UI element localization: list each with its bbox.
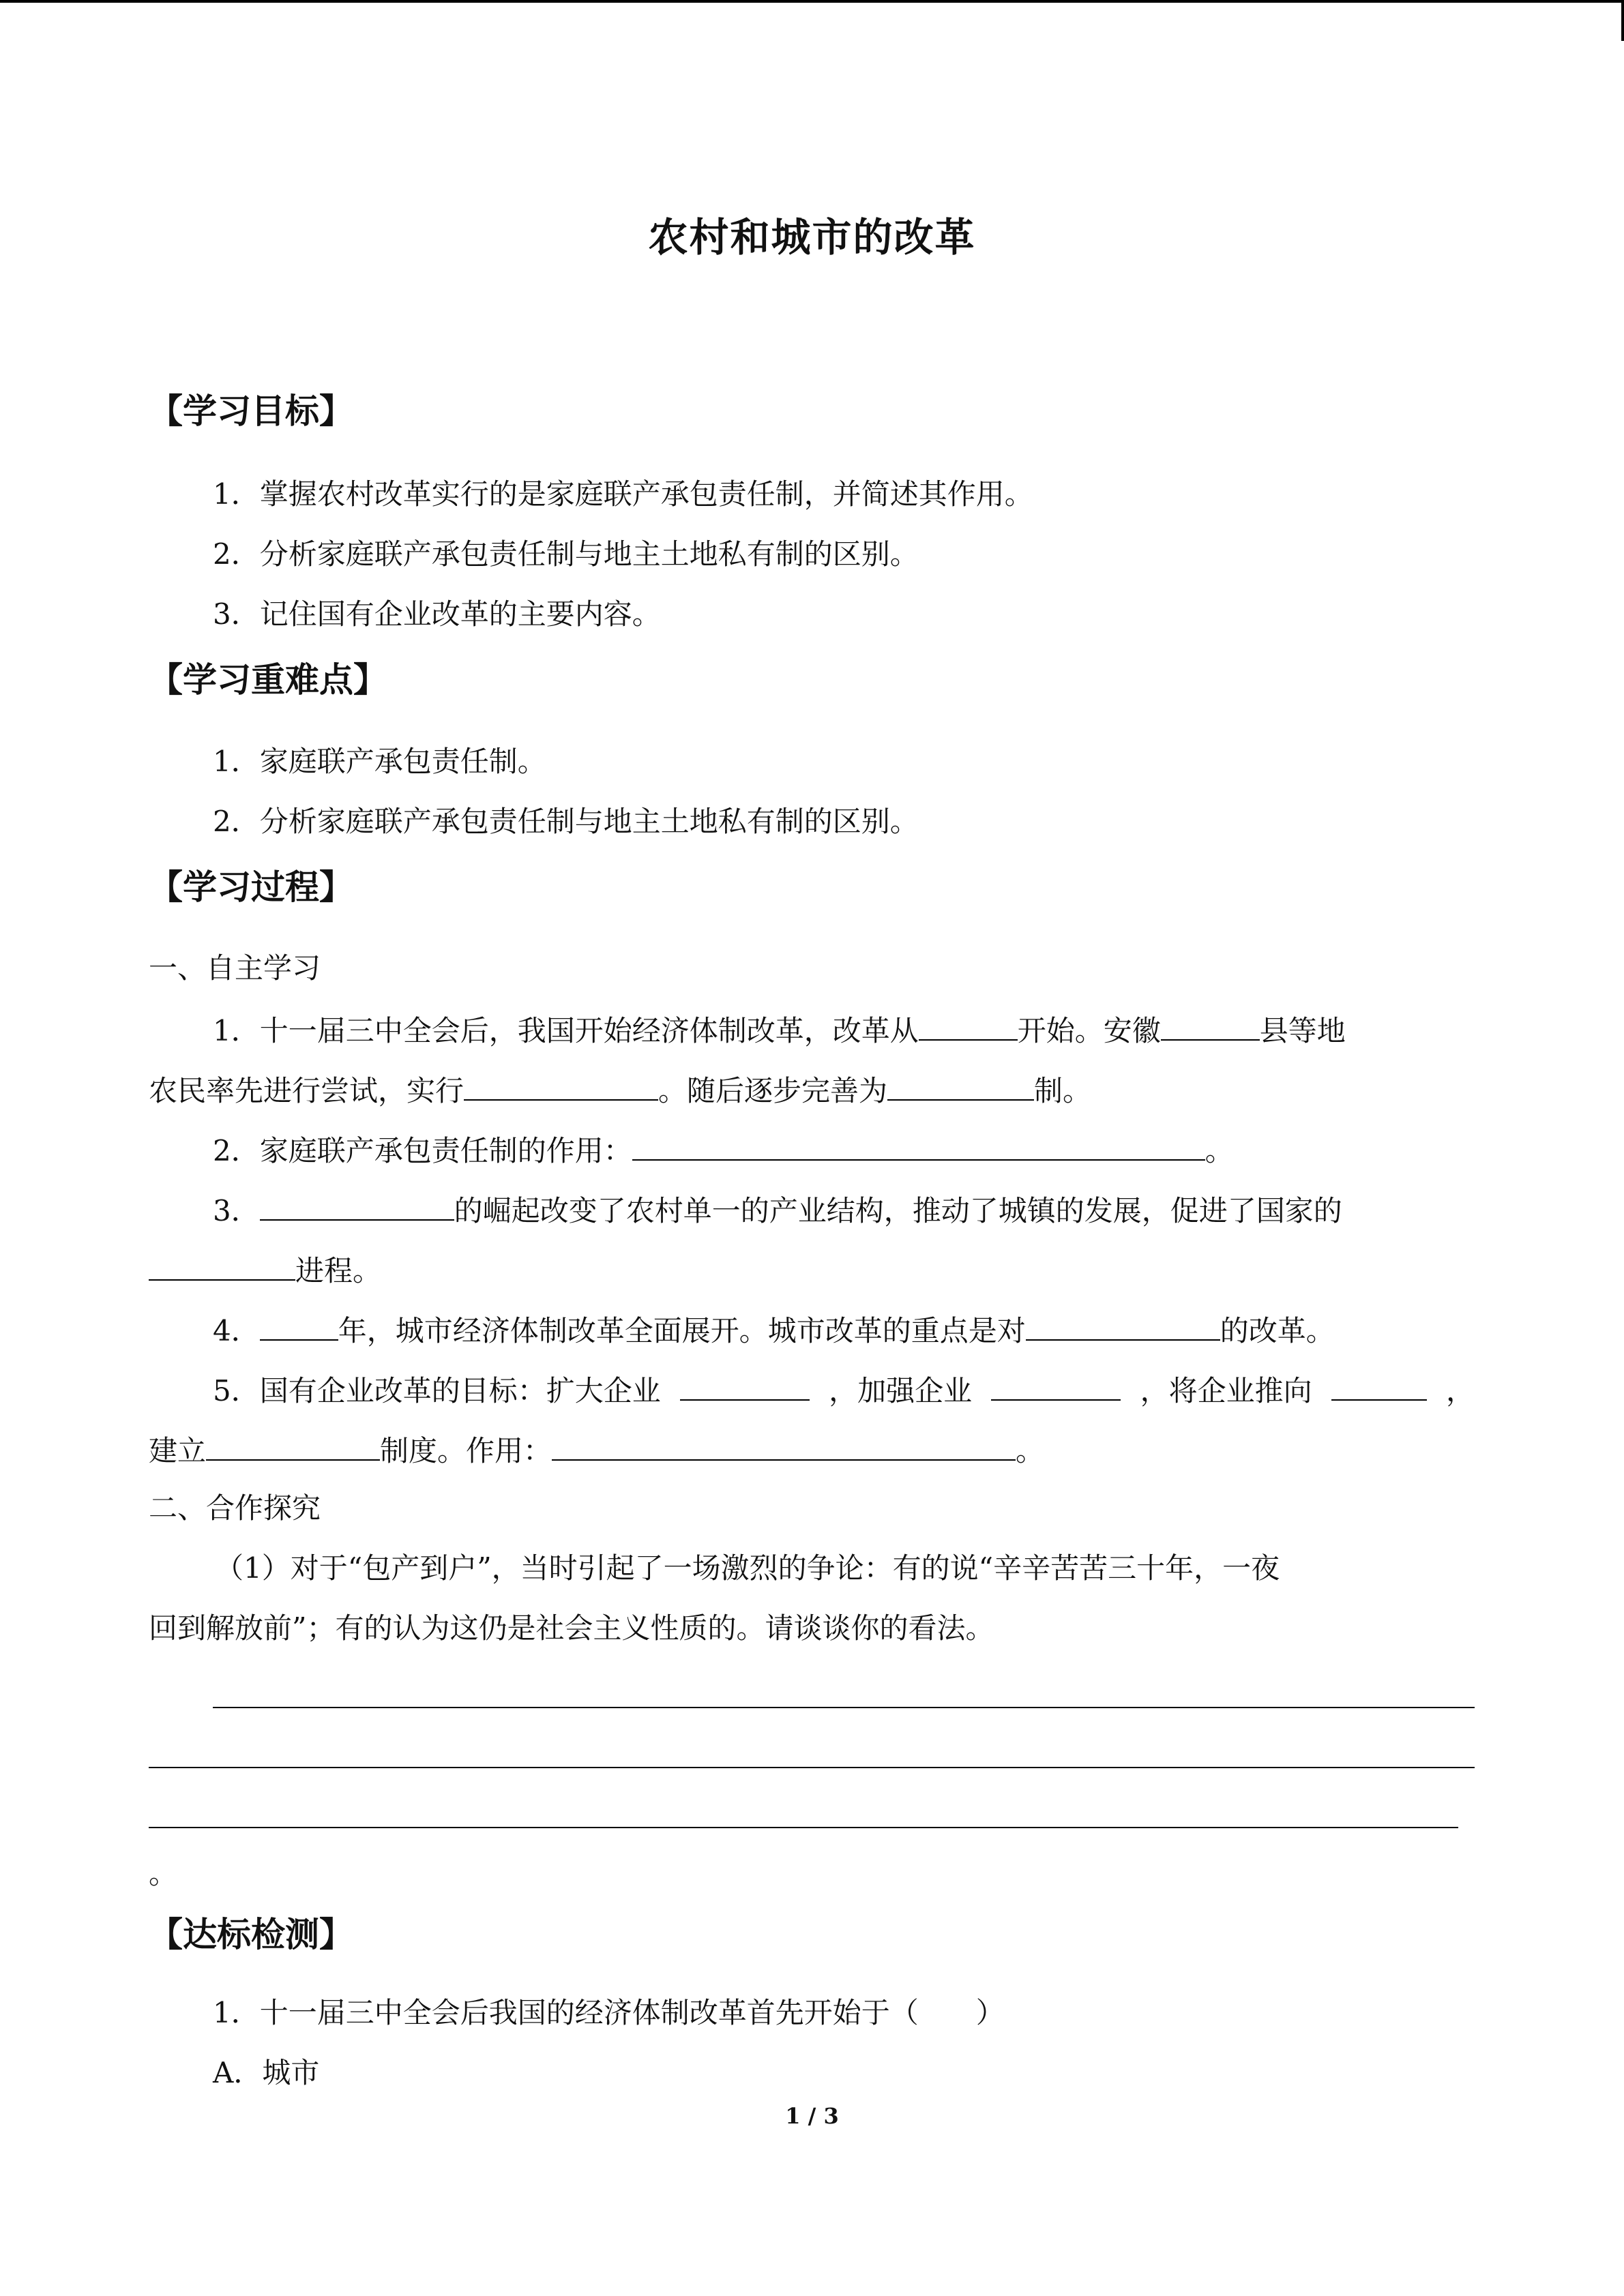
q4-text-c: 的改革。: [1220, 1314, 1335, 1347]
q1-text-f: 制。: [1034, 1074, 1092, 1107]
page-top-border: [0, 0, 1624, 3]
self-study-q4: [213, 1308, 1335, 1352]
q5-text-d: ，: [1445, 1374, 1475, 1407]
answer-end-mark: 。: [149, 1857, 178, 1890]
q4-blank-focus[interactable]: [1026, 1308, 1220, 1341]
q5-blank-effect[interactable]: [552, 1428, 1016, 1461]
answer-line[interactable]: [213, 1707, 1475, 1708]
cooperation-question-line2: 回到解放前”；有的认为这仍是社会主义性质的。请谈谈你的看法。: [149, 1611, 994, 1645]
section-objectives-heading: 【学习目标】: [149, 391, 353, 431]
q5-text-e: 建立: [149, 1434, 207, 1467]
self-study-q1-line2: [149, 1068, 1091, 1112]
q5-text-b: ，加强企业: [829, 1374, 973, 1407]
q5-text-g: 。: [1016, 1434, 1045, 1467]
self-study-heading: 一、自主学习: [149, 951, 321, 985]
q4-text-b: 年，城市经济体制改革全面展开。城市改革的重点是对: [338, 1314, 1026, 1347]
q1-blank-practice[interactable]: [464, 1068, 658, 1101]
self-study-q5-line2: [149, 1428, 1044, 1472]
q1-blank-county[interactable]: [1161, 1008, 1260, 1041]
self-study-q1-line1: [213, 1008, 1475, 1052]
key-point-item: 2．分析家庭联产承包责任制与地主土地私有制的区别。: [213, 805, 919, 838]
assessment-question-1: 1．十一届三中全会后我国的经济体制改革首先开始于（ ）: [213, 1996, 1005, 2029]
key-point-item: 1．家庭联产承包责任制。: [213, 745, 546, 778]
cooperation-heading: 二、合作探究: [149, 1491, 321, 1525]
q1-blank-system[interactable]: [887, 1068, 1034, 1101]
q5-blank-expand[interactable]: [680, 1368, 810, 1401]
page-number: 1 / 3: [785, 2103, 839, 2129]
q3-text-a: 3．: [213, 1194, 260, 1227]
answer-line[interactable]: [149, 1827, 1458, 1828]
self-study-q3-line2: [149, 1248, 381, 1292]
q1-text-b: 开始。安徽: [1017, 1014, 1161, 1047]
section-key-points-heading: 【学习重难点】: [149, 660, 387, 700]
objective-item: 2．分析家庭联产承包责任制与地主土地私有制的区别。: [213, 537, 919, 571]
section-assessment-heading: 【达标检测】: [149, 1915, 353, 1954]
q1-text-e: 。随后逐步完善为: [658, 1074, 888, 1107]
q5-blank-establish[interactable]: [206, 1428, 380, 1461]
self-study-q5-line1: [213, 1368, 1475, 1412]
q5-blank-push[interactable]: [1331, 1368, 1427, 1401]
q2-blank-effect[interactable]: [632, 1128, 1205, 1161]
q1-blank-start-point[interactable]: [919, 1008, 1018, 1041]
q1-text-c: 县等地: [1259, 1014, 1346, 1047]
q2-text-b: 。: [1205, 1134, 1234, 1167]
q3-blank-enterprise[interactable]: [260, 1188, 454, 1221]
q1-text-a: 1．十一届三中全会后，我国开始经济体制改革，改革从: [213, 1014, 919, 1047]
self-study-q2: [213, 1128, 1234, 1172]
q2-text-a: 2．家庭联产承包责任制的作用：: [213, 1134, 632, 1167]
cooperation-question-line1: （1）对于“包产到户”，当时引起了一场激烈的争论：有的说“辛辛苦苦三十年，一夜: [215, 1551, 1280, 1585]
q4-blank-year[interactable]: [260, 1308, 338, 1341]
answer-line[interactable]: [149, 1767, 1475, 1768]
q5-text-c: ，将企业推向: [1140, 1374, 1312, 1407]
q1-text-d: 农民率先进行尝试，实行: [149, 1074, 464, 1107]
q3-blank-process[interactable]: [149, 1248, 295, 1281]
self-study-q3-line1: [213, 1188, 1475, 1232]
q4-text-a: 4．: [213, 1314, 260, 1347]
q3-text-b: 的崛起改变了农村单一的产业结构，推动了城镇的发展，促进了国家的: [454, 1194, 1342, 1227]
q5-blank-strengthen[interactable]: [991, 1368, 1121, 1401]
objective-item: 3．记住国有企业改革的主要内容。: [213, 597, 661, 631]
page-right-border: [1621, 0, 1624, 41]
q3-text-c: 进程。: [295, 1254, 382, 1287]
assessment-option-a: A．城市: [213, 2056, 320, 2089]
q5-text-f: 制度。作用：: [380, 1434, 552, 1467]
section-process-heading: 【学习过程】: [149, 867, 353, 907]
q5-text-a: 5．国有企业改革的目标：扩大企业: [213, 1374, 661, 1407]
document-title: 农村和城市的改革: [648, 214, 976, 260]
objective-item: 1．掌握农村改革实行的是家庭联产承包责任制，并简述其作用。: [213, 477, 1033, 511]
